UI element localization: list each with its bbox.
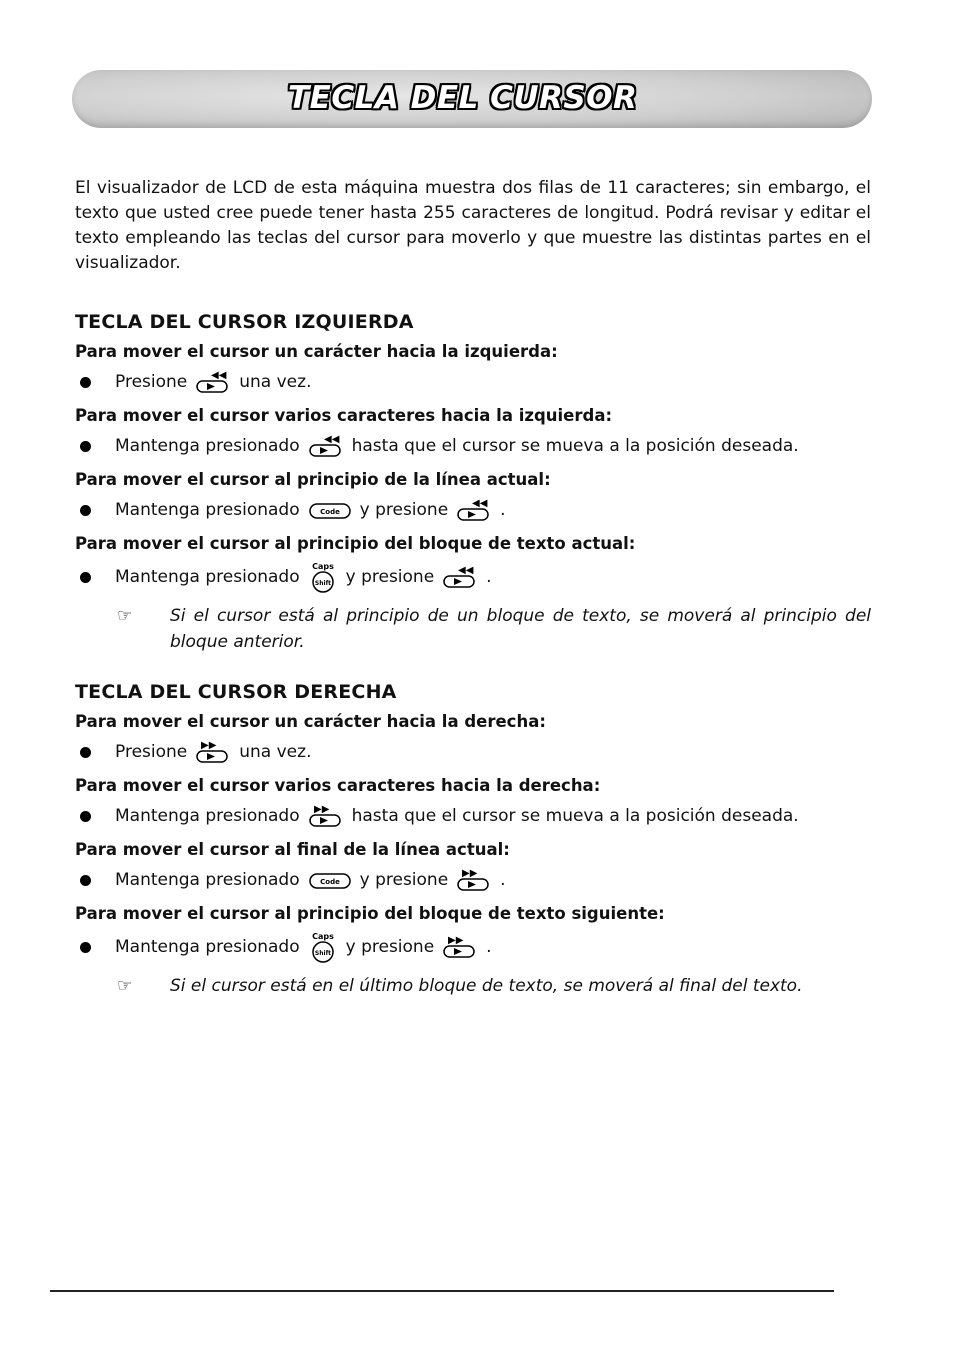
svg-text:Caps: Caps [311, 932, 334, 941]
bullet-icon [80, 942, 91, 953]
svg-text:▶▶: ▶▶ [448, 935, 464, 946]
pointing-hand-icon: ☞ [117, 606, 133, 626]
pointing-hand-icon: ☞ [117, 976, 133, 996]
bullet-icon [80, 505, 91, 516]
cursor-right-key-icon [195, 739, 231, 765]
svg-text:▶▶: ▶▶ [462, 868, 478, 879]
intro-paragraph: El visualizador de LCD de esta máquina muestra dos filas de 11 caracteres; sin embargo, el texto que usted cree puede tener hasta 255 caracteres de longitud. Podrá revisar y editar el texto empleando las teclas del cursor para moverlo y que muestre las distintas partes en el visualizador. [75, 178, 871, 273]
note-text: Si el cursor está en el último bloque de texto, se moverá al final del texto. [170, 976, 803, 996]
right-cursor-section [75, 681, 871, 999]
code-key-icon [308, 870, 352, 890]
instruction-row: Mantenga presionado Caps Shift y presione ◀◀ . [75, 561, 871, 593]
instruction-row: Mantenga presionado Code y presione ▶▶ . [75, 867, 871, 893]
instruction-row: Mantenga presionado ◀◀ hasta que el cursor se mueva a la posición deseada. [75, 433, 871, 459]
cursor-right-key-icon [308, 803, 344, 829]
section-heading-right: TECLA DEL CURSOR DERECHA [75, 681, 397, 703]
instruction-row: Mantenga presionado Code y presione ◀◀ . [75, 497, 871, 523]
svg-text:Caps: Caps [311, 562, 334, 571]
svg-text:▶▶: ▶▶ [313, 804, 329, 815]
cursor-left-key-icon [308, 433, 344, 459]
cursor-right-key-icon [456, 867, 492, 893]
svg-text:◀◀: ◀◀ [211, 370, 227, 381]
page-title: TECLA DEL CURSOR [288, 80, 638, 116]
bullet-icon [80, 875, 91, 886]
svg-text:◀◀: ◀◀ [323, 434, 339, 445]
subheading: Para mover el cursor un carácter hacia la derecha: [75, 712, 546, 731]
instruction-row: Mantenga presionado ▶▶ hasta que el cursor se mueva a la posición deseada. [75, 803, 871, 829]
subheading: Para mover el cursor varios caracteres hacia la derecha: [75, 776, 601, 795]
caps-shift-key-icon [308, 561, 338, 593]
cursor-left-key-icon [195, 369, 231, 395]
instruction-row: Presione ◀◀ una vez. [75, 369, 871, 395]
bullet-icon [80, 747, 91, 758]
svg-text:◀◀: ◀◀ [472, 498, 488, 509]
subheading: Para mover el cursor al principio de la línea actual: [75, 470, 551, 489]
cursor-left-key-icon [456, 497, 492, 523]
subheading: Para mover el cursor al principio del bloque de texto actual: [75, 534, 636, 553]
subheading: Para mover el cursor un carácter hacia la izquierda: [75, 342, 558, 361]
bullet-icon [80, 441, 91, 452]
bullet-icon [80, 811, 91, 822]
title-banner [72, 70, 872, 128]
cursor-right-key-icon [442, 934, 478, 960]
instruction-row: Presione ▶▶ una vez. [75, 739, 871, 765]
subheading: Para mover el cursor varios caracteres hacia la izquierda: [75, 406, 613, 425]
caps-shift-key-icon [308, 931, 338, 963]
svg-text:Code: Code [319, 878, 340, 886]
svg-text:Shift: Shift [314, 950, 331, 957]
bullet-icon [80, 572, 91, 583]
note [75, 603, 871, 655]
svg-text:Code: Code [319, 508, 340, 516]
bullet-icon [80, 377, 91, 388]
svg-text:▶▶: ▶▶ [201, 740, 217, 751]
section-heading-left: TECLA DEL CURSOR IZQUIERDA [75, 311, 414, 333]
footer-rule [50, 1290, 834, 1292]
svg-text:Shift: Shift [314, 580, 331, 587]
left-cursor-section [75, 311, 871, 655]
subheading: Para mover el cursor al principio del bloque de texto siguiente: [75, 904, 665, 923]
main-content [75, 176, 871, 999]
note-text: Si el cursor está al principio de un bloque de texto, se moverá al principio del bloque anterior. [170, 606, 871, 652]
subheading: Para mover el cursor al final de la línea actual: [75, 840, 510, 859]
instruction-row: Mantenga presionado Caps Shift y presione ▶▶ . [75, 931, 871, 963]
cursor-left-key-icon [442, 564, 478, 590]
code-key-icon [308, 500, 352, 520]
note [75, 973, 871, 999]
svg-text:◀◀: ◀◀ [458, 565, 474, 576]
